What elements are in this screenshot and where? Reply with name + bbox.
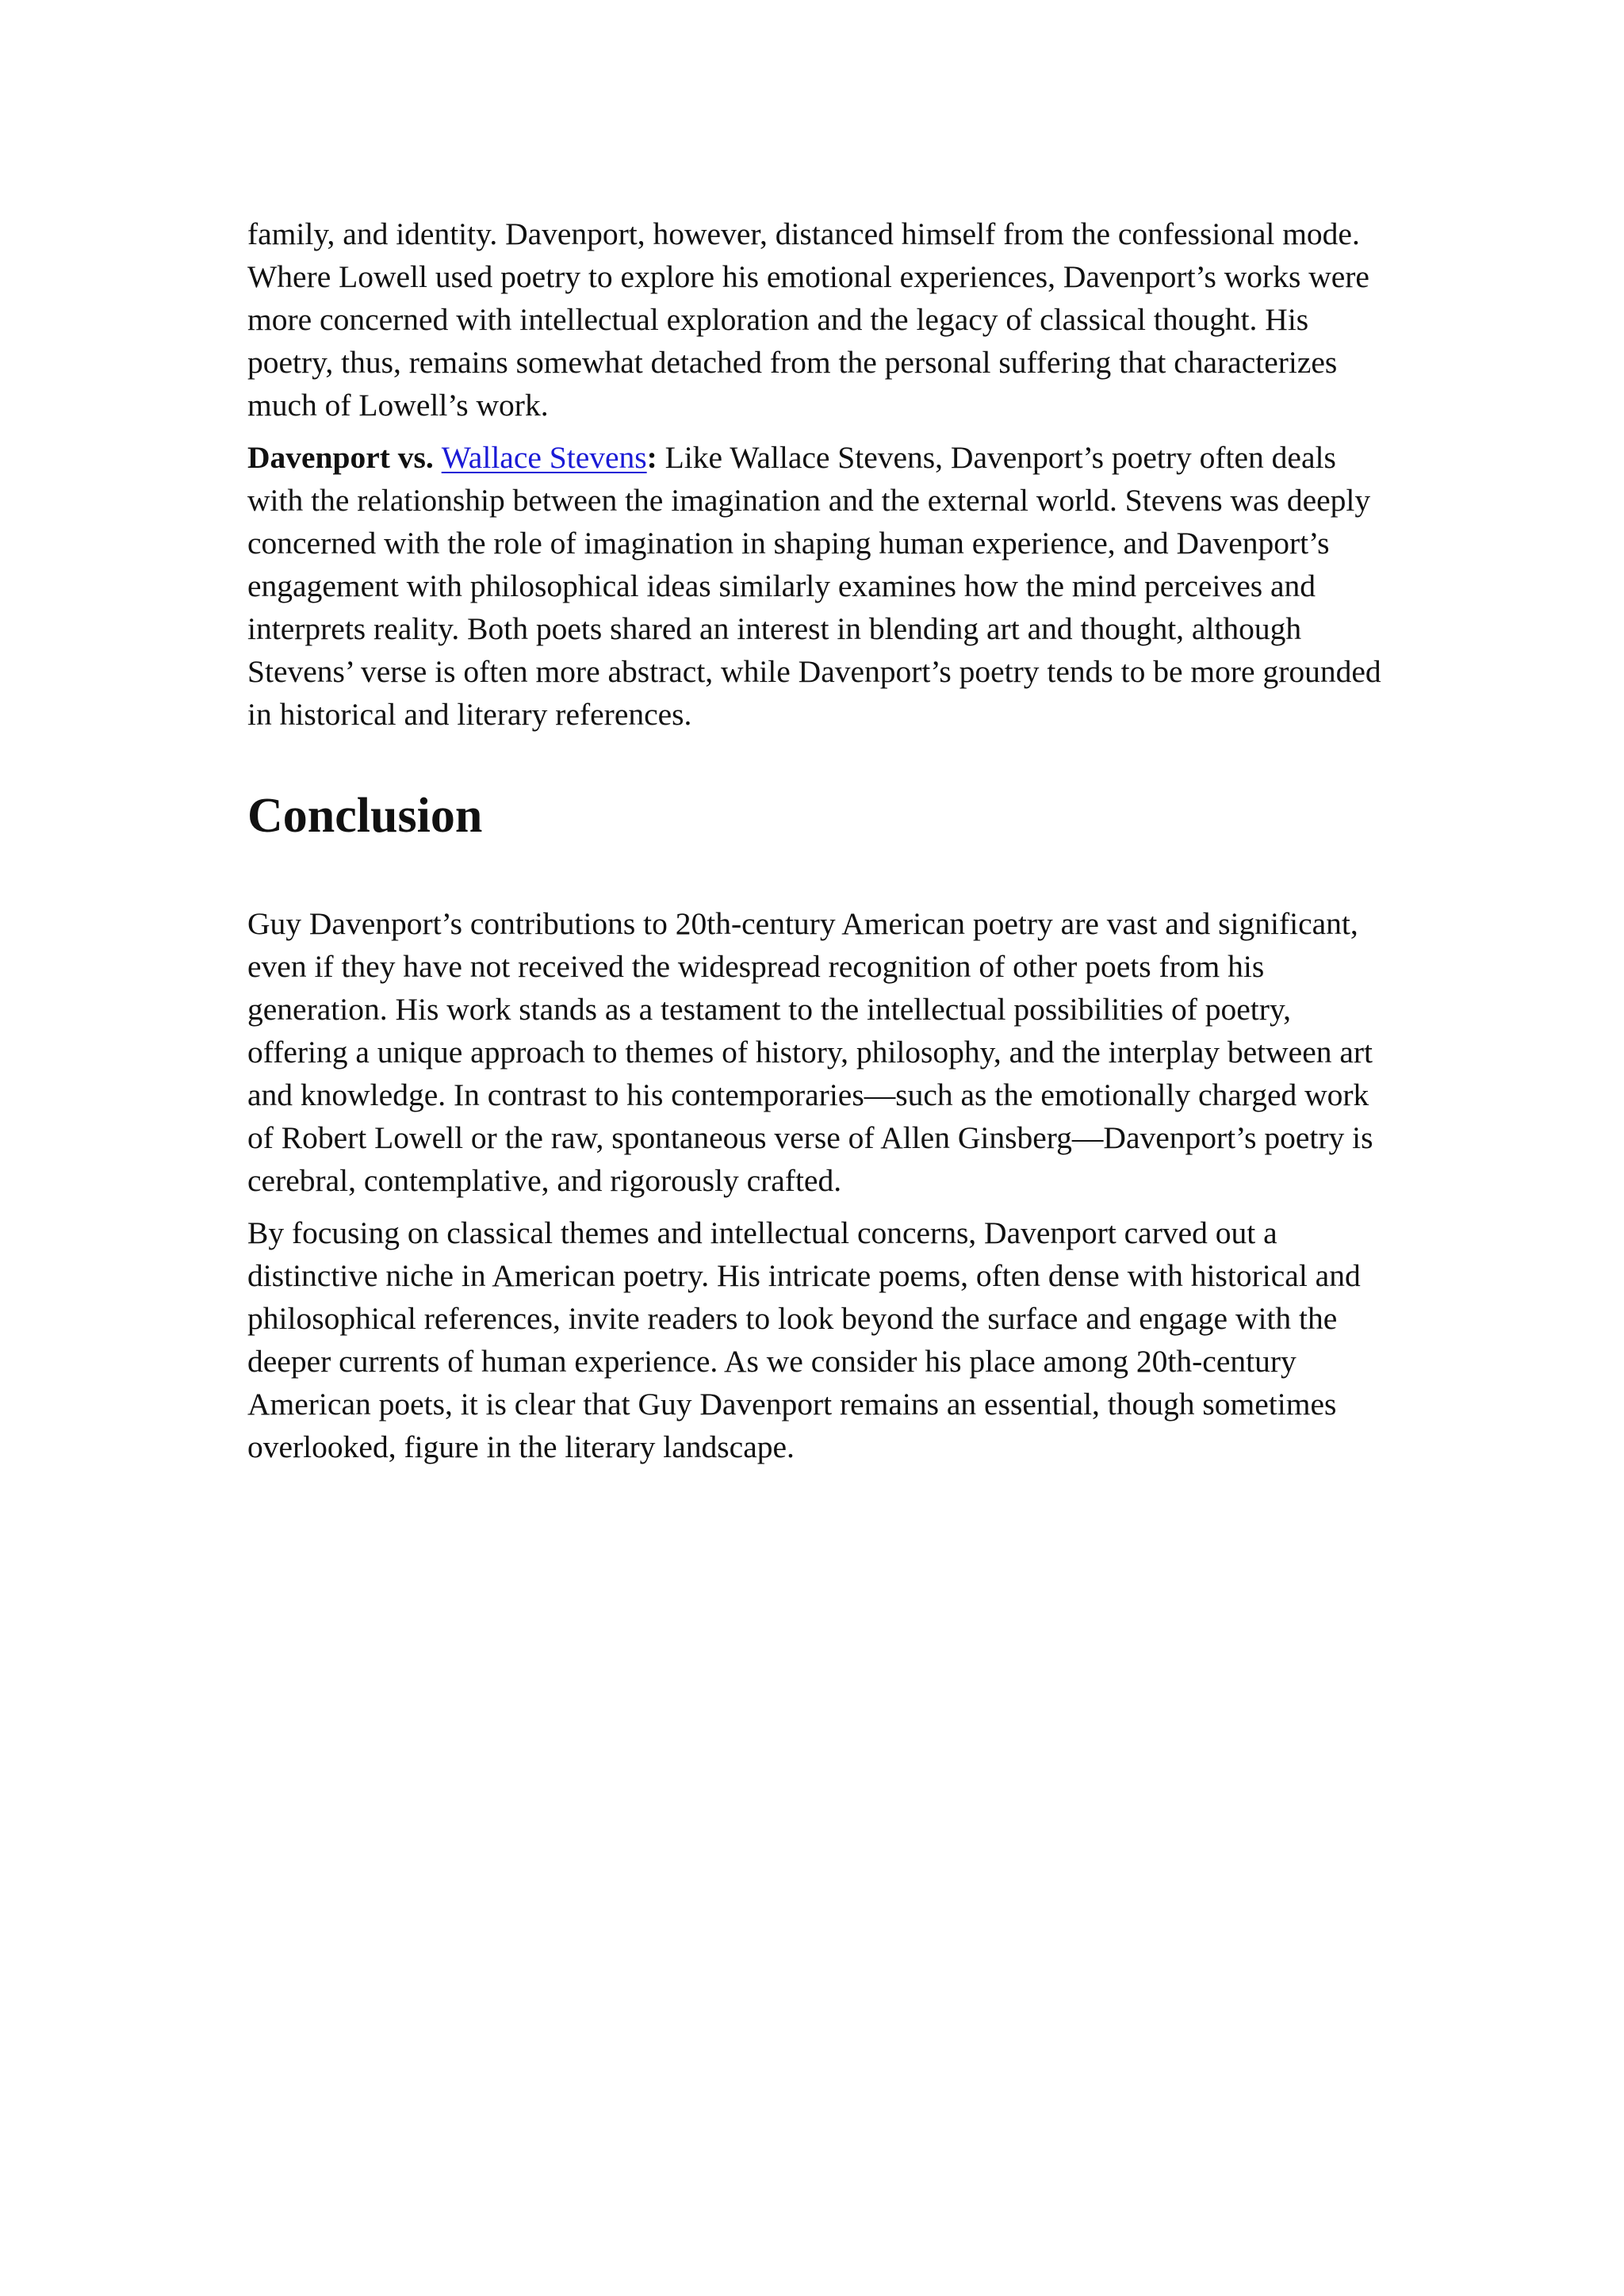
wallace-stevens-link[interactable]: Wallace Stevens (441, 440, 647, 475)
intro-paragraph: family, and identity. Davenport, however, distanced himself from the confessional mode. Where Lowell used poetry to explore his emotional experiences, Davenport’s works were more concerned with intellectual exploration and the legacy of classical thought. His poetry, thus, remains somewhat detached from the personal suffering that characterizes much of Lowell’s work. (247, 216, 1369, 423)
comparison-paragraph (247, 436, 1397, 736)
conclusion-paragraph-1: Guy Davenport’s contributions to 20th-century American poetry are vast and significant, even if they have not received the widespread recognition of other poets from his generation. His work stands as a testament to the intellectual possibilities of poetry, offering a unique approach to themes of history, philosophy, and the interplay between art and knowledge. In contrast to his contemporaries—such as the emotionally charged work of Robert Lowell or the raw, spontaneous verse of Allen Ginsberg—Davenport’s poetry is cerebral, contemplative, and rigorously crafted. (247, 906, 1373, 1198)
conclusion-heading: Conclusion (247, 789, 483, 843)
comparison-lead: Davenport vs. (247, 440, 442, 475)
comparison-colon: : (646, 440, 657, 475)
conclusion-paragraph-2: By focusing on classical themes and intellectual concerns, Davenport carved out a distinctive niche in American poetry. His intricate poems, often dense with historical and philosophical references, invite readers to look beyond the surface and engage with the deeper currents of human experience. As we consider his place among 20th-century American poets, it is clear that Guy Davenport remains an essential, though sometimes overlooked, figure in the literary landscape. (247, 1215, 1361, 1464)
comparison-body: Like Wallace Stevens, Davenport’s poetry often deals with the relationship between the imagination and the external world. Stevens was deeply concerned with the role of imagination in shaping human experience, and Davenport’s engagement with philosophical ideas similarly examines how the mind perceives and interprets reality. Both poets shared an interest in blending art and thought, although Stevens’ verse is often more abstract, while Davenport’s poetry tends to be more grounded in historical and literary references. (247, 440, 1381, 732)
document-page (247, 212, 1397, 1478)
